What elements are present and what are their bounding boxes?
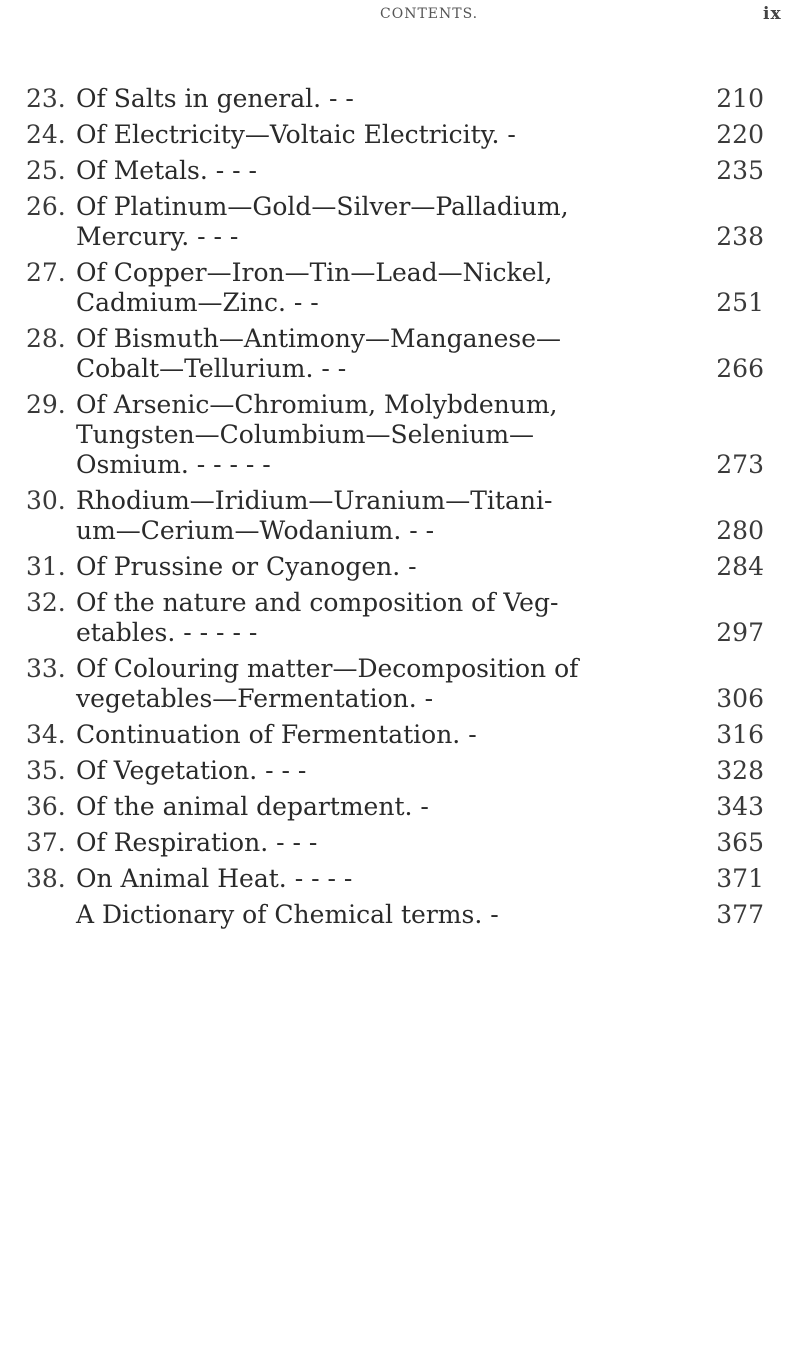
page-number: 280: [716, 516, 764, 545]
page-number: 284: [716, 552, 764, 581]
chapter-title: Of the animal department. -: [76, 792, 429, 821]
toc-entry-line: [0, 288, 800, 318]
toc-entry-line: [0, 756, 800, 786]
chapter-title: Of Colouring matter—Decomposition of: [76, 654, 579, 683]
toc-entry: [0, 192, 800, 258]
toc-entry-line: [0, 420, 800, 450]
toc-entry-line: [0, 354, 800, 384]
toc-entry-line: [0, 552, 800, 582]
page-number: 377: [716, 900, 764, 929]
chapter-title: Of Copper—Iron—Tin—Lead—Nickel,: [76, 258, 553, 287]
page-number: 371: [716, 864, 764, 893]
chapter-number: 36.: [26, 792, 66, 821]
chapter-number: 35.: [26, 756, 66, 785]
chapter-number: 26.: [26, 192, 66, 221]
page-number: 235: [716, 156, 764, 185]
chapter-title: Of Salts in general. - -: [76, 84, 354, 113]
page-number: 343: [716, 792, 764, 821]
toc-entry: [0, 720, 800, 756]
chapter-title: Of Metals. - - -: [76, 156, 257, 185]
toc-entry: [0, 654, 800, 720]
toc-entry: [0, 588, 800, 654]
chapter-title: Of Platinum—Gold—Silver—Palladium,: [76, 192, 569, 221]
chapter-number: 24.: [26, 120, 66, 149]
page-number: 273: [716, 450, 764, 479]
toc-entry: [0, 84, 800, 120]
chapter-number: 33.: [26, 654, 66, 683]
toc-entry-line: [0, 450, 800, 480]
chapter-title: Of Electricity—Voltaic Electricity. -: [76, 120, 516, 149]
chapter-title: Of the nature and composition of Veg-: [76, 588, 559, 617]
toc-entry: [0, 258, 800, 324]
page-number: 210: [716, 84, 764, 113]
chapter-title: Of Arsenic—Chromium, Molybdenum,: [76, 390, 558, 419]
running-head-page-number: ix: [763, 4, 782, 24]
page-number: 238: [716, 222, 764, 251]
toc-entry: [0, 324, 800, 390]
page-number: 297: [716, 618, 764, 647]
chapter-title: Osmium. - - - - -: [76, 450, 271, 479]
toc-entry: [0, 120, 800, 156]
toc-entry: [0, 486, 800, 552]
toc-entry-line: [0, 324, 800, 354]
toc-entry-line: [0, 864, 800, 894]
toc-entry-line: [0, 900, 800, 930]
toc-entry: [0, 864, 800, 900]
chapter-title: Rhodium—Iridium—Uranium—Titani-: [76, 486, 553, 515]
toc-entry-line: [0, 120, 800, 150]
chapter-title: etables. - - - - -: [76, 618, 258, 647]
page-number: 328: [716, 756, 764, 785]
chapter-title: Of Vegetation. - - -: [76, 756, 307, 785]
page-number: 306: [716, 684, 764, 713]
chapter-title: A Dictionary of Chemical terms. -: [76, 900, 499, 929]
chapter-title: vegetables—Fermentation. -: [76, 684, 434, 713]
toc-entry-line: [0, 516, 800, 546]
toc-entry-line: [0, 720, 800, 750]
toc-entry: [0, 756, 800, 792]
chapter-title: Cobalt—Tellurium. - -: [76, 354, 347, 383]
toc-entry-line: [0, 258, 800, 288]
page-number: 220: [716, 120, 764, 149]
chapter-title: Continuation of Fermentation. -: [76, 720, 477, 749]
chapter-number: 37.: [26, 828, 66, 857]
toc-entry: [0, 792, 800, 828]
chapter-title: Mercury. - - -: [76, 222, 239, 251]
chapter-title: Of Prussine or Cyanogen. -: [76, 552, 417, 581]
toc-entry-line: [0, 618, 800, 648]
page-number: 316: [716, 720, 764, 749]
page-number: 266: [716, 354, 764, 383]
chapter-title: Tungsten—Columbium—Selenium—: [76, 420, 535, 449]
chapter-number: 28.: [26, 324, 66, 353]
table-of-contents: [0, 84, 800, 936]
chapter-title: On Animal Heat. - - - -: [76, 864, 353, 893]
chapter-title: Of Bismuth—Antimony—Manganese—: [76, 324, 562, 353]
toc-entry-line: [0, 156, 800, 186]
chapter-number: 29.: [26, 390, 66, 419]
toc-entry-line: [0, 654, 800, 684]
chapter-title: Of Respiration. - - -: [76, 828, 318, 857]
toc-entry-line: [0, 828, 800, 858]
page-number: 365: [716, 828, 764, 857]
toc-entry-line: [0, 222, 800, 252]
chapter-number: 23.: [26, 84, 66, 113]
chapter-number: 25.: [26, 156, 66, 185]
running-head-title: CONTENTS.: [380, 6, 479, 22]
page-number: 251: [716, 288, 764, 317]
toc-entry-line: [0, 486, 800, 516]
toc-entry: [0, 390, 800, 486]
toc-entry-line: [0, 792, 800, 822]
chapter-title: um—Cerium—Wodanium. - -: [76, 516, 435, 545]
toc-entry-line: [0, 588, 800, 618]
chapter-number: 27.: [26, 258, 66, 287]
chapter-number: 31.: [26, 552, 66, 581]
toc-entry-line: [0, 390, 800, 420]
toc-entry: [0, 828, 800, 864]
toc-entry-line: [0, 684, 800, 714]
chapter-title: Cadmium—Zinc. - -: [76, 288, 319, 317]
toc-entry-line: [0, 192, 800, 222]
toc-entry: [0, 552, 800, 588]
chapter-number: 32.: [26, 588, 66, 617]
chapter-number: 38.: [26, 864, 66, 893]
chapter-number: 30.: [26, 486, 66, 515]
toc-entry: [0, 156, 800, 192]
toc-entry-line: [0, 84, 800, 114]
chapter-number: 34.: [26, 720, 66, 749]
toc-entry: [0, 900, 800, 936]
